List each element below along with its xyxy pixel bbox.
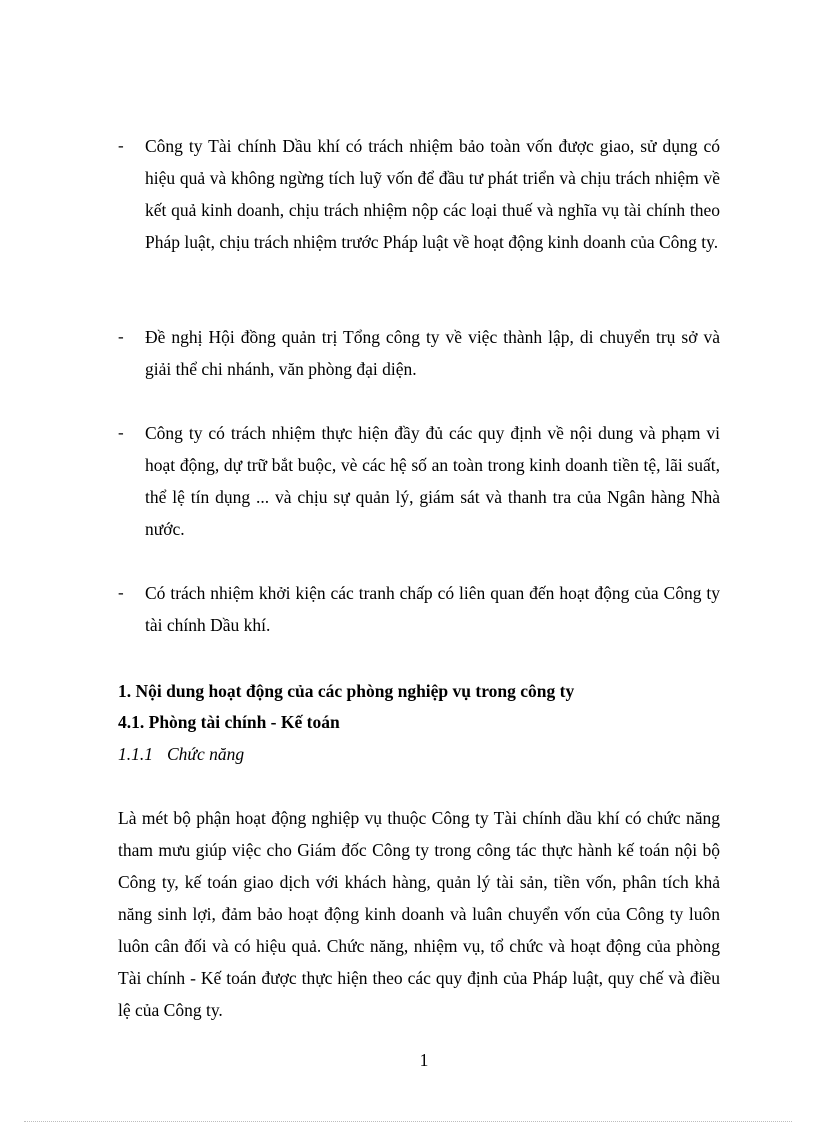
bullet-item [118, 321, 720, 385]
footer-divider [24, 1121, 792, 1122]
section-heading: 1. Nội dung hoạt động của các phòng nghiệp vụ trong công ty [118, 681, 575, 701]
subsubsection-title: Chức năng [167, 744, 245, 764]
bullet-text: Đề nghị Hội đồng quản trị Tổng công ty về việc thành lập, di chuyển trụ sở và giải thể chi nhánh, văn phòng đại diện. [145, 327, 720, 379]
bullet-marker: - [118, 423, 124, 442]
bullet-marker: - [118, 583, 124, 602]
bullet-item [118, 577, 720, 641]
subsection-heading: 4.1. Phòng tài chính - Kế toán [118, 712, 340, 732]
bullet-text: Có trách nhiệm khởi kiện các tranh chấp có liên quan đến hoạt động của Công ty tài chính Dầu khí. [145, 583, 720, 635]
bullet-text: Công ty Tài chính Dầu khí có trách nhiệm bảo toàn vốn được giao, sử dụng có hiệu quả và không ngừng tích luỹ vốn để đầu tư phát triển và chịu trách nhiệm về kết quả kinh doanh, chịu trách nhiệm nộp các loại thuế và nghĩa vụ tài chính theo Pháp luật, chịu trách nhiệm trước Pháp luật về hoạt động kinh doanh của Công ty. [145, 136, 720, 252]
bullet-item [118, 417, 720, 545]
bullet-text: Công ty có trách nhiệm thực hiện đầy đủ các quy định về nội dung và phạm vi hoạt động, dự trữ bắt buộc, vè các hệ số an toàn trong kinh doanh tiền tệ, lãi suất, thể lệ tín dụng ... và chịu sự quản lý, giám sát và thanh tra của Ngân hàng Nhà nước. [145, 423, 720, 539]
page-number: 1 [419, 1050, 429, 1070]
bullet-marker: - [118, 136, 124, 155]
subsubsection-heading [118, 741, 244, 767]
bullet-marker: - [118, 327, 124, 346]
subsubsection-number: 1.1.1 [118, 744, 153, 764]
bullet-item [118, 130, 720, 258]
body-paragraph: Là mét bộ phận hoạt động nghiệp vụ thuộc Công ty Tài chính dầu khí có chức năng tham mưu giúp việc cho Giám đốc Công ty trong công tác thực hành kế toán nội bộ Công ty, kế toán giao dịch với khách hàng, quản lý tài sản, tiền vốn, phân tích khả năng sinh lợi, đảm bảo hoạt động kinh doanh và luân chuyển vốn của Công ty luôn luôn cân đối và có hiệu quả. Chức năng, nhiệm vụ, tổ chức và hoạt động của phòng Tài chính - Kế toán được thực hiện theo các quy định của Pháp luật, quy chế và điều lệ của Công ty. [118, 808, 720, 1020]
